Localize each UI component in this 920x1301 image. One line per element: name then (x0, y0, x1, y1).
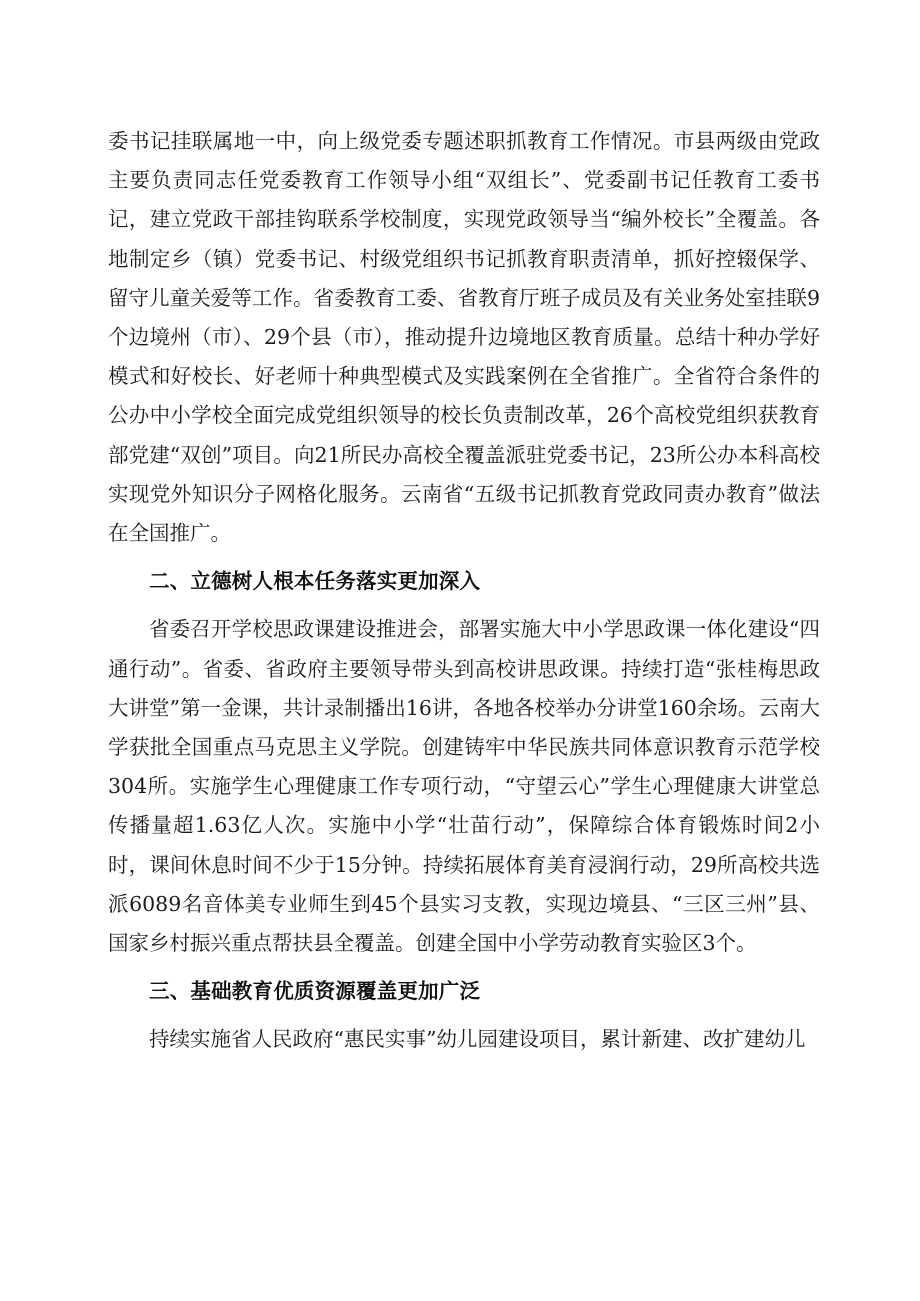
paragraph-party-leadership: 委书记挂联属地一中，向上级党委专题述职抓教育工作情况。市县两级由党政主要负责同志任党委教育工作领导小组“双组长”、党委副书记任教育工委书记，建立党政干部挂钩联系学校制度，实现党政领导当“编外校长”全覆盖。各地制定乡（镇）党委书记、村级党组织书记抓教育职责清单，抓好控辍保学、留守儿童关爱等工作。省委教育工委、省教育厅班子成员及有关业务处室挂联9个边境州（市）、29个县（市），推动提升边境地区教育质量。总结十种办学好模式和好校长、好老师十种典型模式及实践案例在全省推广。全省符合条件的公办中小学校全面完成党组织领导的校长负责制改革，26个高校党组织获教育部党建“双创”项目。向21所民办高校全覆盖派驻党委书记，23所公办本科高校实现党外知识分子网格化服务。云南省“五级书记抓教育党政同责办教育”做法在全国推广。 (108, 129, 820, 546)
section-heading-basic-education: 三、基础教育优质资源覆盖更加广泛 (149, 979, 481, 1004)
section-heading-moral-education: 二、立德树人根本任务落实更加深入 (149, 569, 481, 594)
paragraph-basic-education: 持续实施省人民政府“惠民实事”幼儿园建设项目，累计新建、改扩建幼儿 (149, 1027, 806, 1052)
paragraph-moral-education: 省委召开学校思政课建设推进会，部署实施大中小学思政课一体化建设“四通行动”。省委、省政府主要领导带头到高校讲思政课。持续打造“张桂梅思政大讲堂”第一金课，共计录制播出16讲，各地各校举办分讲堂160余场。云南大学获批全国重点马克思主义学院。创建铸牢中华民族共同体意识教育示范学校304所。实施学生心理健康工作专项行动，“守望云心”学生心理健康大讲堂总传播量超1.63亿人次。实施中小学“壮苗行动”，保障综合体育锻炼时间2小时，课间休息时间不少于15分钟。持续拓展体育美育浸润行动，29所高校共选派6089名音体美专业师生到45个县实习支教，实现边境县、“三区三州”县、国家乡村振兴重点帮扶县全覆盖。创建全国中小学劳动教育实验区3个。 (108, 617, 820, 956)
document-body (108, 122, 820, 1060)
